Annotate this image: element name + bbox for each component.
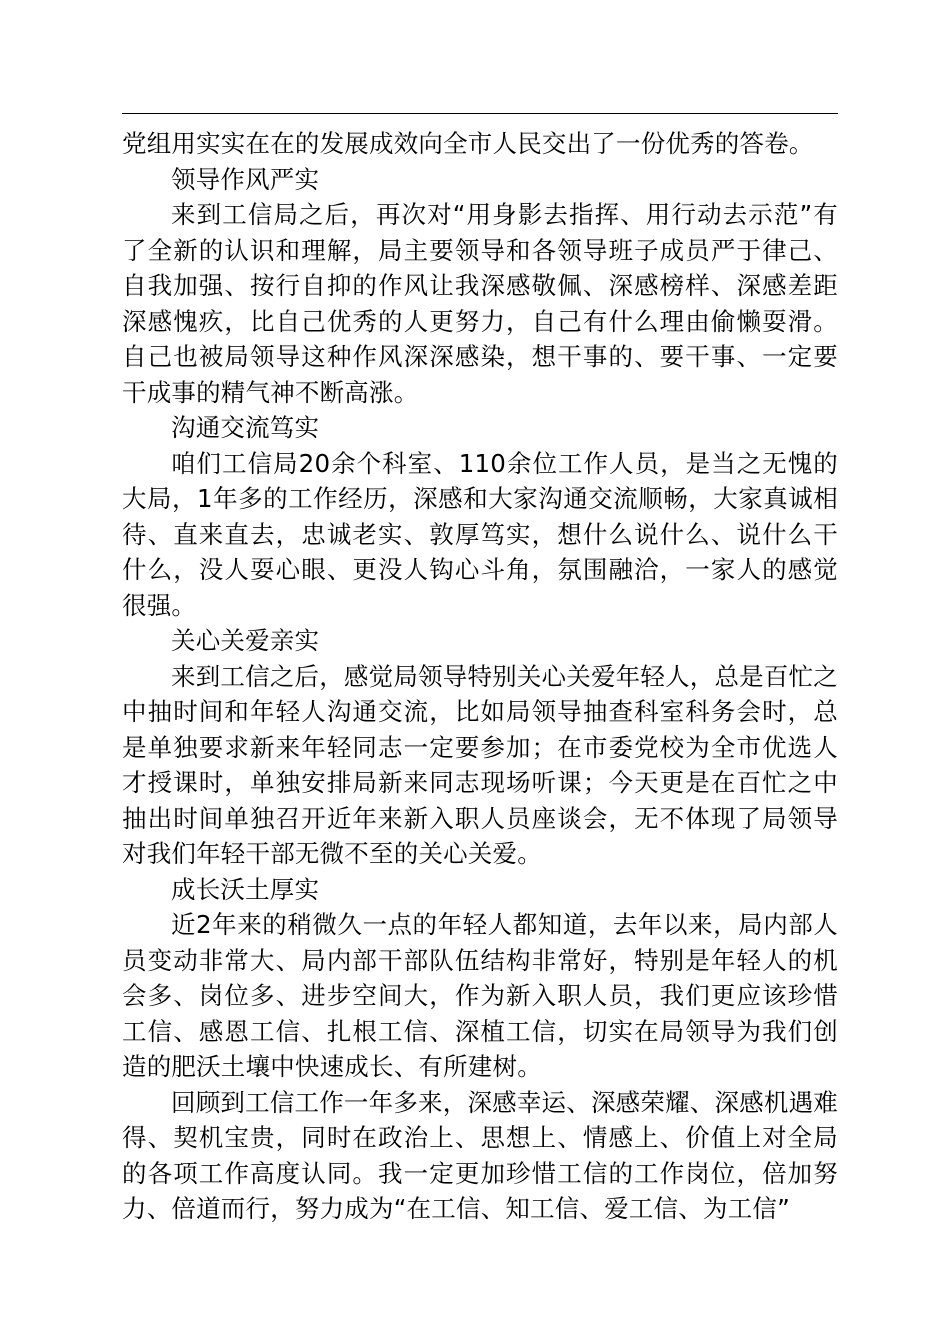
paragraph-review: 回顾到工信工作一年多来，深感幸运、深感荣耀、深感机遇难得、契机宝贵，同时在政治上、思想上、情感上、价值上对全局的各项工作高度认同。我一定更加珍惜工信的工作岗位，倍加努力、倍道而行，努力成为“在工信、知工信、爱工信、为工信” bbox=[122, 1087, 838, 1223]
section-heading-leadership-style: 领导作风严实 bbox=[171, 164, 320, 194]
paragraph-communication: 咱们工信局20余个科室、110余位工作人员，是当之无愧的大局，1年多的工作经历，深感和大家沟通交流顺畅，大家真诚相待、直来直去，忠诚老实、敦厚笃实，想什么说什么、说什么干什么，没人耍心眼、更没人钩心斗角，氛围融洽，一家人的感觉很强。 bbox=[122, 448, 838, 620]
paragraph-leadership-style: 来到工信局之后，再次对“用身影去指挥、用行动去示范”有了全新的认识和理解，局主要领导和各领导班子成员严于律己、自我加强、按行自抑的作风让我深感敬佩、深感榜样、深感差距深感愧疚，比自己优秀的人更努力，自己有什么理由偷懒耍滑。自己也被局领导这种作风深深感染，想干事的、要干事、一定要干成事的精气神不断高涨。 bbox=[122, 200, 838, 407]
section-heading-communication: 沟通交流笃实 bbox=[171, 413, 320, 442]
section-heading-care: 关心关爱亲实 bbox=[171, 626, 320, 655]
section-heading-growth: 成长沃土厚实 bbox=[171, 874, 320, 904]
header-rule bbox=[122, 113, 838, 114]
paragraph-care: 来到工信之后，感觉局领导特别关心关爱年轻人，总是百忙之中抽时间和年轻人沟通交流，比如局领导抽查科室科务会时，总是单独要求新来年轻同志一定要参加；在市委党校为全市优选人才授课时，单独安排局新来同志现场听课；今天更是在百忙之中抽出时间单独召开近年来新入职人员座谈会，无不体现了局领导对我们年轻干部无微不至的关心关爱。 bbox=[122, 661, 838, 868]
paragraph-continuation: 党组用实实在在的发展成效向全市人民交出了一份优秀的答卷。 bbox=[122, 129, 814, 158]
document-body bbox=[122, 126, 838, 1227]
paragraph-growth: 近2年来的稍微久一点的年轻人都知道，去年以来，局内部人员变动非常大、局内部干部队伍结构非常好，特别是年轻人的机会多、岗位多、进步空间大，作为新入职人员，我们更应该珍惜工信、感恩工信、扎根工信、深植工信，切实在局领导为我们创造的肥沃土壤中快速成长、有所建树。 bbox=[122, 910, 838, 1081]
